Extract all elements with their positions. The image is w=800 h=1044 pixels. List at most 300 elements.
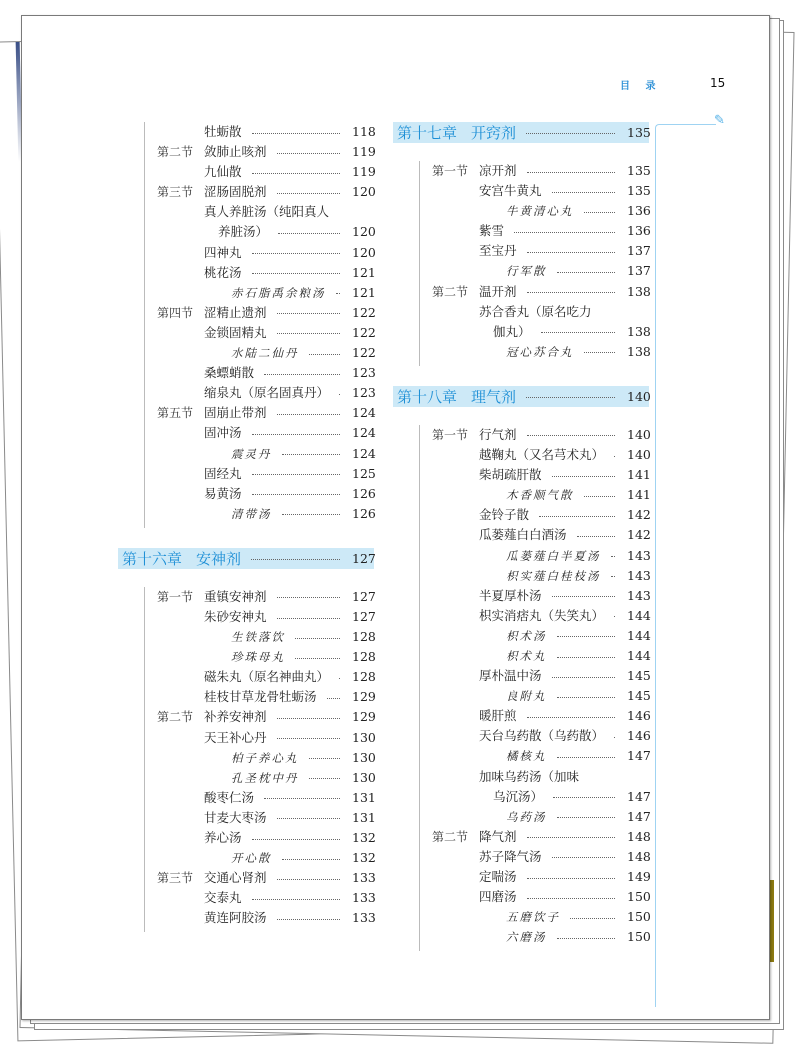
entry-title: 桂枝甘草龙骨牡蛎汤 bbox=[204, 689, 317, 705]
chapter-number: 第十八章 bbox=[397, 387, 458, 406]
dot-leader bbox=[557, 757, 616, 758]
chapter-title: 安神剂 bbox=[196, 549, 242, 568]
dot-leader bbox=[614, 616, 615, 617]
toc-entry[interactable] bbox=[420, 827, 649, 847]
entry-title: 交泰丸 bbox=[204, 890, 242, 906]
section-label: 第二节 bbox=[432, 284, 469, 299]
section-label: 第五节 bbox=[157, 406, 194, 421]
entry-page: 124 bbox=[352, 405, 376, 421]
toc-subentry[interactable] bbox=[420, 646, 649, 666]
toc-subentry[interactable] bbox=[420, 686, 649, 706]
entry-page: 144 bbox=[627, 607, 651, 623]
entry-title: 枳实消痞丸（失笑丸） bbox=[479, 607, 605, 623]
chapter-heading[interactable] bbox=[393, 122, 649, 143]
toc-subentry[interactable] bbox=[145, 444, 374, 464]
entry-title: 珍珠母丸 bbox=[231, 650, 285, 665]
toc-entry[interactable] bbox=[420, 445, 649, 465]
entry-title: 苏合香丸（原名吃力 bbox=[479, 303, 592, 319]
toc-subentry[interactable] bbox=[145, 748, 374, 768]
dot-leader bbox=[584, 496, 616, 497]
entry-title: 乌药汤 bbox=[506, 809, 547, 824]
entry-page: 125 bbox=[352, 465, 376, 481]
toc-entry[interactable] bbox=[145, 383, 374, 403]
toc-entry[interactable] bbox=[145, 243, 374, 263]
entry-page: 131 bbox=[352, 809, 376, 825]
dot-leader bbox=[295, 658, 340, 659]
dot-leader bbox=[277, 718, 340, 719]
entry-title-continued: 养脏汤） bbox=[218, 224, 269, 240]
entry-page: 142 bbox=[627, 527, 651, 543]
entry-title: 涩肠固脱剂 bbox=[204, 184, 267, 200]
entry-title: 牡蛎散 bbox=[204, 124, 242, 139]
entry-title: 易黄汤 bbox=[204, 485, 242, 501]
toc-subentry[interactable] bbox=[145, 283, 374, 303]
toc-entry[interactable] bbox=[420, 525, 649, 545]
entry-page: 133 bbox=[352, 910, 376, 926]
entry-page: 150 bbox=[627, 909, 651, 925]
entry-title: 安宫牛黄丸 bbox=[479, 183, 542, 199]
entry-title: 暖肝煎 bbox=[479, 708, 517, 724]
toc-entry[interactable] bbox=[420, 181, 649, 201]
toc-entry-continuation[interactable] bbox=[145, 222, 374, 242]
toc-entry[interactable] bbox=[420, 887, 649, 907]
entry-title: 补养安神剂 bbox=[204, 709, 267, 725]
entry-title: 固经丸 bbox=[204, 465, 242, 481]
dot-leader bbox=[539, 516, 615, 517]
toc-subentry[interactable] bbox=[145, 848, 374, 868]
entry-page: 143 bbox=[627, 567, 651, 583]
dot-leader bbox=[552, 476, 615, 477]
dot-leader bbox=[339, 394, 340, 395]
dot-leader bbox=[527, 898, 615, 899]
toc-entry[interactable] bbox=[145, 423, 374, 443]
toc-subentry[interactable] bbox=[420, 626, 649, 646]
toc-subentry[interactable] bbox=[145, 768, 374, 788]
entry-page: 120 bbox=[352, 184, 376, 200]
entry-title: 涩精止遗剂 bbox=[204, 304, 267, 320]
toc-subentry[interactable] bbox=[420, 261, 649, 281]
entry-title: 桑螵蛸散 bbox=[204, 365, 255, 381]
entry-page: 128 bbox=[352, 669, 376, 685]
page-number: 15 bbox=[710, 76, 726, 90]
toc-entry[interactable] bbox=[145, 828, 374, 848]
toc-page bbox=[21, 15, 770, 1020]
entry-page: 120 bbox=[352, 244, 376, 260]
toc-right-column bbox=[393, 122, 649, 971]
dot-leader bbox=[557, 697, 616, 698]
entry-title: 降气剂 bbox=[479, 828, 517, 844]
entry-page: 136 bbox=[627, 203, 651, 219]
toc-entry[interactable] bbox=[145, 687, 374, 707]
entry-page: 138 bbox=[627, 323, 651, 339]
toc-subentry[interactable] bbox=[420, 201, 649, 221]
dot-leader bbox=[552, 857, 615, 858]
chapter-number: 第十六章 bbox=[122, 549, 183, 568]
entry-title: 凉开剂 bbox=[479, 163, 517, 178]
entry-title: 真人养脏汤（纯阳真人 bbox=[204, 204, 330, 220]
toc-entry[interactable] bbox=[420, 847, 649, 867]
toc-entry[interactable] bbox=[420, 586, 649, 606]
toc-subentry[interactable] bbox=[420, 342, 649, 362]
toc-subentry[interactable] bbox=[145, 343, 374, 363]
toc-subentry[interactable] bbox=[420, 485, 649, 505]
chapter-heading[interactable] bbox=[118, 548, 374, 569]
dot-leader bbox=[614, 737, 615, 738]
toc-subentry[interactable] bbox=[420, 927, 649, 947]
toc-entry[interactable] bbox=[420, 666, 649, 686]
dot-leader bbox=[339, 678, 340, 679]
dot-leader bbox=[309, 354, 341, 355]
dot-leader bbox=[252, 494, 340, 495]
entry-title: 甘麦大枣汤 bbox=[204, 809, 267, 825]
dot-leader bbox=[277, 738, 340, 739]
section-label: 第一节 bbox=[432, 164, 469, 178]
toc-subentry[interactable] bbox=[145, 647, 374, 667]
entry-page: 135 bbox=[627, 183, 651, 199]
entry-page: 140 bbox=[627, 426, 651, 442]
entry-title: 天台乌药散（乌药散） bbox=[479, 728, 605, 744]
entry-title: 固冲汤 bbox=[204, 425, 242, 441]
section-label: 第一节 bbox=[157, 589, 194, 604]
toc-subentry[interactable] bbox=[420, 807, 649, 827]
entry-title: 枳实薤白桂枝汤 bbox=[506, 568, 601, 583]
dot-leader bbox=[251, 559, 340, 560]
toc-entry[interactable] bbox=[145, 587, 374, 607]
dot-leader bbox=[309, 778, 341, 779]
entry-page: 136 bbox=[627, 223, 651, 239]
toc-entry[interactable] bbox=[145, 182, 374, 202]
toc-subentry[interactable] bbox=[145, 504, 374, 524]
dot-leader bbox=[527, 435, 615, 436]
toc-entry[interactable] bbox=[145, 323, 374, 343]
entry-page: 121 bbox=[352, 284, 376, 300]
dot-leader bbox=[541, 332, 615, 333]
toc-entry[interactable] bbox=[420, 706, 649, 726]
dot-leader bbox=[277, 879, 340, 880]
dot-leader bbox=[611, 556, 616, 557]
toc-entry[interactable] bbox=[420, 726, 649, 746]
entry-title: 柏子养心丸 bbox=[231, 750, 299, 765]
entry-title: 磁朱丸（原名神曲丸） bbox=[204, 669, 330, 685]
toc-block bbox=[419, 161, 649, 366]
toc-entry[interactable] bbox=[145, 363, 374, 383]
entry-page: 145 bbox=[627, 688, 651, 704]
entry-page: 126 bbox=[352, 485, 376, 501]
toc-entry[interactable] bbox=[145, 607, 374, 627]
entry-page: 124 bbox=[352, 445, 376, 461]
dot-leader bbox=[570, 918, 615, 919]
dot-leader bbox=[527, 717, 615, 718]
toc-entry[interactable] bbox=[420, 302, 649, 322]
dot-leader bbox=[336, 293, 341, 294]
dot-leader bbox=[277, 919, 340, 920]
toc-entry[interactable] bbox=[420, 241, 649, 261]
dot-leader bbox=[252, 273, 340, 274]
toc-entry[interactable] bbox=[145, 464, 374, 484]
dot-leader bbox=[527, 252, 615, 253]
toc-entry[interactable] bbox=[145, 868, 374, 888]
entry-page: 119 bbox=[352, 144, 376, 160]
toc-entry-continuation[interactable] bbox=[420, 322, 649, 342]
dot-leader bbox=[527, 172, 615, 173]
entry-title: 四磨汤 bbox=[479, 889, 517, 905]
entry-title: 厚朴温中汤 bbox=[479, 668, 542, 684]
entry-page: 124 bbox=[352, 425, 376, 441]
chapter-page: 127 bbox=[352, 550, 376, 566]
dot-leader bbox=[584, 212, 616, 213]
entry-title: 桃花汤 bbox=[204, 264, 242, 280]
toc-block bbox=[419, 425, 649, 951]
dot-leader bbox=[557, 817, 616, 818]
entry-title: 五磨饮子 bbox=[506, 910, 560, 925]
entry-title: 清带汤 bbox=[231, 506, 272, 521]
notes-margin-line bbox=[655, 124, 716, 1007]
dot-leader bbox=[557, 657, 616, 658]
toc-block bbox=[144, 587, 374, 933]
entry-title: 水陆二仙丹 bbox=[231, 346, 299, 361]
chapter-title: 理气剂 bbox=[471, 387, 517, 406]
section-label: 第二节 bbox=[432, 829, 469, 844]
entry-page: 121 bbox=[352, 264, 376, 280]
toc-entry[interactable] bbox=[145, 142, 374, 162]
dot-leader bbox=[252, 173, 340, 174]
entry-page: 132 bbox=[352, 850, 376, 866]
toc-entry[interactable] bbox=[420, 606, 649, 626]
dot-leader bbox=[527, 292, 615, 293]
entry-title: 养心汤 bbox=[204, 830, 242, 845]
entry-page: 141 bbox=[627, 487, 651, 503]
entry-title: 重镇安神剂 bbox=[204, 588, 267, 604]
entry-page: 147 bbox=[627, 788, 651, 804]
toc-entry[interactable] bbox=[145, 667, 374, 687]
entry-title: 温开剂 bbox=[479, 283, 517, 299]
entry-page: 128 bbox=[352, 649, 376, 665]
entry-page: 140 bbox=[627, 447, 651, 463]
toc-entry[interactable] bbox=[145, 162, 374, 182]
entry-page: 147 bbox=[627, 808, 651, 824]
entry-page: 129 bbox=[352, 709, 376, 725]
dot-leader bbox=[309, 758, 341, 759]
entry-page: 150 bbox=[627, 889, 651, 905]
toc-entry[interactable] bbox=[420, 465, 649, 485]
toc-entry[interactable] bbox=[145, 303, 374, 323]
entry-title: 开心散 bbox=[231, 851, 272, 866]
toc-subentry[interactable] bbox=[420, 907, 649, 927]
toc-subentry[interactable] bbox=[420, 746, 649, 766]
entry-page: 144 bbox=[627, 627, 651, 643]
section-label: 第三节 bbox=[157, 185, 194, 200]
dot-leader bbox=[526, 133, 615, 134]
dot-leader bbox=[282, 514, 341, 515]
entry-page: 143 bbox=[627, 587, 651, 603]
dot-leader bbox=[277, 193, 340, 194]
entry-title: 金铃子散 bbox=[479, 507, 530, 523]
entry-page: 122 bbox=[352, 304, 376, 320]
entry-page: 141 bbox=[627, 467, 651, 483]
toc-subentry[interactable] bbox=[420, 566, 649, 586]
dot-leader bbox=[611, 576, 616, 577]
section-label: 第一节 bbox=[432, 427, 469, 442]
toc-entry[interactable] bbox=[145, 707, 374, 727]
entry-page: 135 bbox=[627, 163, 651, 178]
entry-title: 紫雪 bbox=[479, 223, 505, 239]
toc-entry[interactable] bbox=[420, 221, 649, 241]
dot-leader bbox=[552, 596, 615, 597]
dot-leader bbox=[514, 232, 615, 233]
entry-title: 越鞠丸（又名芎术丸） bbox=[479, 447, 605, 463]
dot-leader bbox=[527, 878, 615, 879]
dot-leader bbox=[252, 474, 340, 475]
entry-page: 138 bbox=[627, 343, 651, 359]
entry-title: 半夏厚朴汤 bbox=[479, 587, 542, 603]
entry-title: 生铁落饮 bbox=[231, 630, 285, 645]
entry-title: 枳术汤 bbox=[506, 628, 547, 643]
toc-entry-continuation[interactable] bbox=[420, 787, 649, 807]
dot-leader bbox=[552, 192, 615, 193]
entry-title: 定喘汤 bbox=[479, 869, 517, 884]
entry-title-continued: 乌沉汤） bbox=[493, 788, 544, 804]
entry-title: 行气剂 bbox=[479, 426, 517, 442]
toc-entry[interactable] bbox=[145, 202, 374, 222]
toc-block bbox=[144, 122, 374, 528]
entry-page: 122 bbox=[352, 324, 376, 340]
entry-page: 129 bbox=[352, 689, 376, 705]
dot-leader bbox=[577, 536, 615, 537]
dot-leader bbox=[277, 313, 340, 314]
entry-page: 127 bbox=[352, 588, 376, 604]
dot-leader bbox=[252, 253, 340, 254]
entry-title: 至宝丹 bbox=[479, 243, 517, 259]
toc-entry[interactable] bbox=[145, 908, 374, 928]
toc-entry[interactable] bbox=[420, 767, 649, 787]
toc-entry[interactable] bbox=[145, 808, 374, 828]
entry-page: 130 bbox=[352, 769, 376, 785]
toc-entry[interactable] bbox=[145, 728, 374, 748]
entry-title: 六磨汤 bbox=[506, 930, 547, 945]
dot-leader bbox=[526, 397, 615, 398]
chapter-title: 开窍剂 bbox=[471, 124, 517, 142]
section-label: 第四节 bbox=[157, 305, 194, 320]
dot-leader bbox=[327, 698, 340, 699]
dot-leader bbox=[264, 798, 340, 799]
entry-page: 123 bbox=[352, 365, 376, 381]
entry-page: 146 bbox=[627, 728, 651, 744]
toc-entry[interactable] bbox=[145, 788, 374, 808]
dot-leader bbox=[557, 272, 616, 273]
dot-leader bbox=[553, 797, 615, 798]
entry-title: 柴胡疏肝散 bbox=[479, 467, 542, 483]
entry-page: 133 bbox=[352, 890, 376, 906]
dot-leader bbox=[614, 456, 615, 457]
toc-left-column bbox=[118, 122, 374, 952]
entry-title: 金锁固精丸 bbox=[204, 324, 267, 340]
entry-page: 144 bbox=[627, 647, 651, 663]
entry-title: 行军散 bbox=[506, 264, 547, 279]
section-label: 第二节 bbox=[157, 710, 194, 725]
toc-entry[interactable] bbox=[145, 403, 374, 423]
dot-leader bbox=[264, 374, 340, 375]
entry-page: 130 bbox=[352, 729, 376, 745]
entry-title: 良附丸 bbox=[506, 689, 547, 704]
entry-page: 133 bbox=[352, 870, 376, 886]
entry-title: 橘核丸 bbox=[506, 749, 547, 764]
entry-title: 瓜蒌薤白白酒汤 bbox=[479, 527, 567, 543]
dot-leader bbox=[552, 677, 615, 678]
toc-entry[interactable] bbox=[420, 161, 649, 181]
entry-page: 138 bbox=[627, 283, 651, 299]
dot-leader bbox=[278, 233, 340, 234]
toc-entry[interactable] bbox=[145, 263, 374, 283]
section-label: 第三节 bbox=[157, 871, 194, 886]
entry-title: 冠心苏合丸 bbox=[506, 344, 574, 359]
entry-title: 四神丸 bbox=[204, 244, 242, 260]
chapter-page: 135 bbox=[627, 125, 651, 140]
dot-leader bbox=[277, 333, 340, 334]
toc-subentry[interactable] bbox=[420, 546, 649, 566]
entry-page: 147 bbox=[627, 748, 651, 764]
dot-leader bbox=[527, 837, 615, 838]
entry-page: 118 bbox=[352, 124, 376, 139]
entry-title-continued: 伽丸） bbox=[493, 323, 531, 339]
dot-leader bbox=[584, 352, 616, 353]
entry-title: 缩泉丸（原名固真丹） bbox=[204, 385, 330, 401]
entry-page: 130 bbox=[352, 749, 376, 765]
entry-page: 142 bbox=[627, 507, 651, 523]
entry-page: 123 bbox=[352, 385, 376, 401]
dot-leader bbox=[252, 434, 340, 435]
entry-title: 赤石脂禹余粮汤 bbox=[231, 285, 326, 300]
toc-entry[interactable] bbox=[145, 888, 374, 908]
entry-title: 酸枣仁汤 bbox=[204, 789, 255, 805]
toc-entry[interactable] bbox=[420, 867, 649, 887]
dot-leader bbox=[557, 636, 616, 637]
dot-leader bbox=[277, 597, 340, 598]
dot-leader bbox=[282, 454, 341, 455]
entry-page: 150 bbox=[627, 929, 651, 945]
entry-title: 孔圣枕中丹 bbox=[231, 770, 299, 785]
entry-page: 145 bbox=[627, 668, 651, 684]
entry-page: 143 bbox=[627, 547, 651, 563]
entry-title: 苏子降气汤 bbox=[479, 848, 542, 864]
dot-leader bbox=[295, 638, 340, 639]
entry-page: 137 bbox=[627, 243, 651, 259]
chapter-page: 140 bbox=[627, 388, 651, 404]
entry-title: 天王补心丹 bbox=[204, 729, 267, 745]
chapter-heading[interactable] bbox=[393, 386, 649, 407]
toc-entry[interactable] bbox=[145, 122, 374, 142]
entry-title: 敛肺止咳剂 bbox=[204, 144, 267, 160]
entry-page: 126 bbox=[352, 505, 376, 521]
entry-page: 128 bbox=[352, 629, 376, 645]
entry-title: 震灵丹 bbox=[231, 446, 272, 461]
toc-entry[interactable] bbox=[145, 484, 374, 504]
toc-entry[interactable] bbox=[420, 505, 649, 525]
running-header-title: 目 录 bbox=[620, 81, 662, 92]
entry-page: 132 bbox=[352, 830, 376, 845]
entry-page: 120 bbox=[352, 224, 376, 240]
chapter-number: 第十七章 bbox=[397, 124, 458, 142]
entry-title: 木香顺气散 bbox=[506, 488, 574, 503]
entry-title: 牛黄清心丸 bbox=[506, 204, 574, 219]
dot-leader bbox=[277, 618, 340, 619]
dot-leader bbox=[252, 899, 340, 900]
toc-subentry[interactable] bbox=[145, 627, 374, 647]
entry-title: 固崩止带剂 bbox=[204, 405, 267, 421]
toc-entry[interactable] bbox=[420, 282, 649, 302]
entry-page: 137 bbox=[627, 263, 651, 279]
toc-entry[interactable] bbox=[420, 425, 649, 445]
entry-title: 交通心肾剂 bbox=[204, 870, 267, 886]
